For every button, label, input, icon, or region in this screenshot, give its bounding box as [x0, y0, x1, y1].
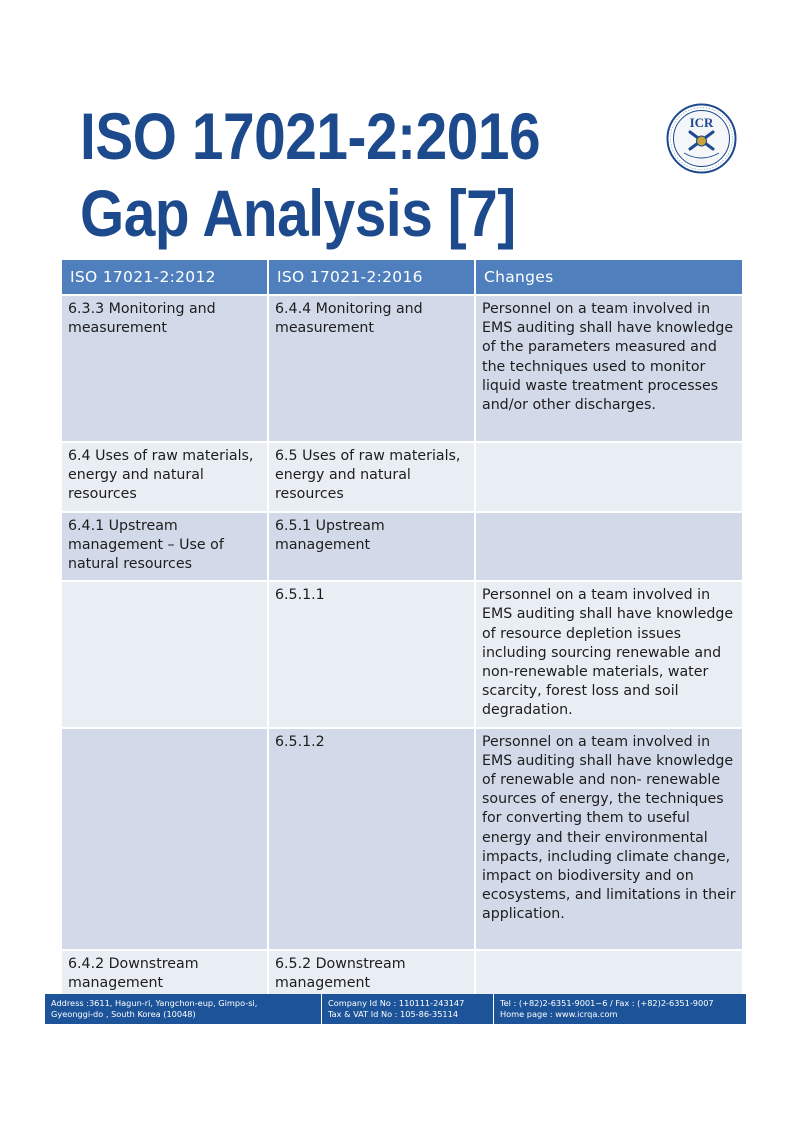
cell-2012 — [62, 582, 267, 726]
footer-address — [45, 994, 321, 1024]
cell-2012: 6.3.3 Monitoring and measurement — [62, 296, 267, 441]
cell-2016: 6.5.1.1 — [269, 582, 474, 726]
footer-ids — [321, 994, 493, 1024]
cell-2016: 6.5.2 Downstream management — [269, 951, 474, 999]
table-row — [62, 296, 742, 441]
cell-2016: 6.4.4 Monitoring and measurement — [269, 296, 474, 441]
logo-text: ICR — [689, 115, 714, 130]
cell-2012: 6.4.1 Upstream management – Use of natural resources — [62, 513, 267, 581]
header-changes: Changes — [476, 260, 742, 294]
cell-changes — [476, 513, 742, 581]
table-row — [62, 582, 742, 726]
table-row — [62, 951, 742, 999]
address-line-1: Address :3611, Hagun-ri, Yangchon-eup, Gimpo-si, — [51, 998, 258, 1008]
footer-contact — [493, 994, 746, 1024]
title-line-2: Gap Analysis [7] — [80, 176, 516, 250]
cell-2016: 6.5.1.2 — [269, 729, 474, 949]
header-2012: ISO 17021-2:2012 — [62, 260, 267, 294]
cell-changes: Personnel on a team involved in EMS auditing shall have knowledge of resource depletion issues including sourcing renewable and non-renewable materials, water scarcity, forest loss and soil degradation. — [476, 582, 742, 726]
title-line-1: ISO 17021-2:2016 — [80, 99, 541, 173]
cell-2012 — [62, 729, 267, 949]
cell-changes: Personnel on a team involved in EMS auditing shall have knowledge of the parameters measured and the techniques used to monitor liquid waste treatment processes and/or other discharges. — [476, 296, 742, 441]
footer-bar — [45, 994, 746, 1024]
cell-2012: 6.4 Uses of raw materials, energy and natural resources — [62, 443, 267, 511]
table-row — [62, 513, 742, 581]
cell-changes: Personnel on a team involved in EMS auditing shall have knowledge of renewable and non- renewable sources of energy, the techniques for converting them to useful energy and their environmental impacts, including climate change, impact on biodiversity and on ecosystems, and limitations in their application. — [476, 729, 742, 949]
icr-seal-logo — [666, 103, 737, 174]
cell-2012: 6.4.2 Downstream management — [62, 951, 267, 999]
header-2016: ISO 17021-2:2016 — [269, 260, 474, 294]
homepage-link[interactable]: Home page : www.icrqa.com — [500, 1009, 618, 1019]
page-title — [80, 98, 540, 252]
table-row — [62, 443, 742, 511]
tel-fax: Tel : (+82)2-6351-9001~6 / Fax : (+82)2-6351-9007 — [500, 998, 714, 1008]
cell-changes — [476, 951, 742, 999]
gap-analysis-table — [60, 258, 744, 1001]
tax-id: Tax & VAT Id No : 105-86-35114 — [328, 1009, 459, 1019]
logo-seal-icon — [666, 103, 737, 174]
cell-2016: 6.5 Uses of raw materials, energy and natural resources — [269, 443, 474, 511]
company-id: Company Id No : 110111-243147 — [328, 998, 465, 1008]
cell-changes — [476, 443, 742, 511]
cell-2016: 6.5.1 Upstream management — [269, 513, 474, 581]
table-header-row — [62, 260, 742, 294]
address-line-2: Gyeonggi-do , South Korea (10048) — [51, 1009, 196, 1019]
table-row — [62, 729, 742, 949]
